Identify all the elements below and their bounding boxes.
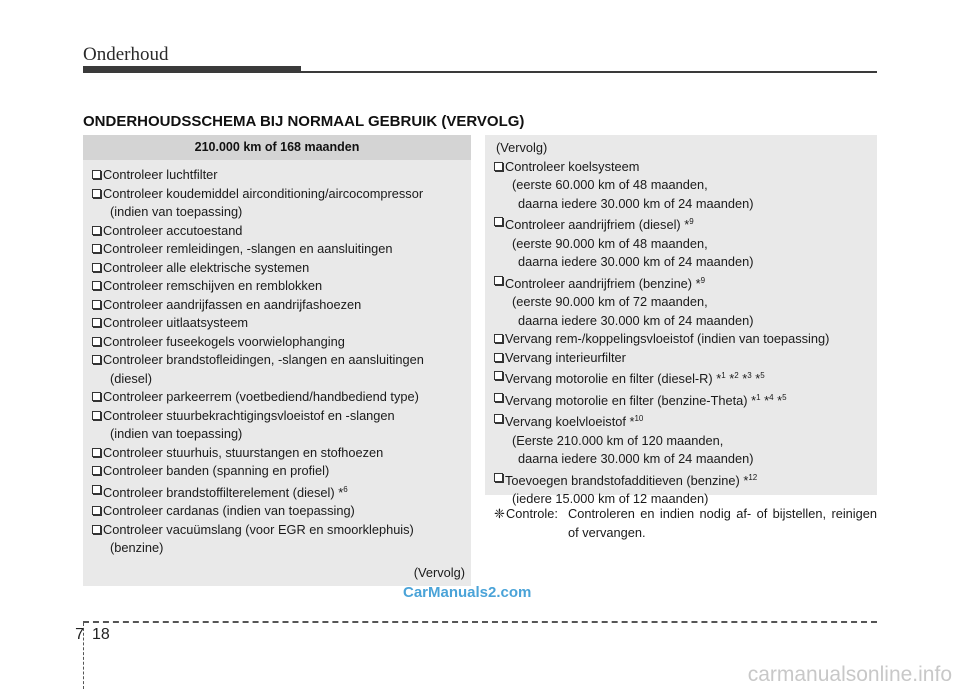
checkbox-icon <box>92 281 101 290</box>
list-item-continuation: (iedere 15.000 km of 12 maanden) <box>512 491 709 506</box>
footnote-ref: 5 <box>782 392 787 402</box>
note-symbol-icon: ❈ <box>494 506 505 521</box>
list-item: Controleer fuseekogels voorwielophanging <box>92 333 463 352</box>
checkbox-icon <box>92 300 101 309</box>
list-item: Controleer remleidingen, -slangen en aansluitingen <box>92 240 463 259</box>
footnote-ref: 2 <box>734 371 739 380</box>
checkbox-icon <box>92 337 101 346</box>
page-number <box>70 626 110 644</box>
checkbox-icon <box>92 448 101 457</box>
footnote-ref: 10 <box>634 414 644 423</box>
footnote-ref: 3 <box>747 371 752 380</box>
list-item: Controleer banden (spanning en profiel) <box>92 462 463 481</box>
list-item-continuation: (diesel) <box>110 370 152 386</box>
checkbox-icon <box>92 411 101 420</box>
checkbox-icon <box>92 244 101 253</box>
checkbox-icon <box>494 162 503 171</box>
checkbox-icon <box>494 334 503 343</box>
header-rule <box>301 71 877 73</box>
list-item: Controleer accutoestand <box>92 222 463 241</box>
list-item: Controleer aandrijfriem (benzine) *$^9$ <box>494 272 869 294</box>
checkbox-icon <box>92 263 101 272</box>
list-item-continuation: (benzine) <box>110 540 164 555</box>
checkbox-icon <box>92 226 101 235</box>
list-item-continuation: (eerste 90.000 km of 48 maanden, <box>512 235 708 251</box>
footnote-ref: 12 <box>748 472 758 482</box>
footnote-ref: 6 <box>343 484 348 494</box>
list-item-continuation: daarna iedere 30.000 km of 24 maanden) <box>518 195 754 211</box>
footnote-ref: 9 <box>700 275 706 285</box>
checklist-left <box>83 160 471 558</box>
header-bar <box>83 66 301 73</box>
footnote-ref: 1 <box>756 392 761 402</box>
list-item: Controleer brandstoffilterelement (diesel) *$^6$ <box>92 481 463 503</box>
list-item: Controleer parkeerrem (voetbediend/handbediend type) <box>92 388 463 407</box>
footnote-ref: 4 <box>769 392 774 402</box>
note-text: Controleren en indien nodig af- of bijstellen, reinigen of vervangen. <box>568 506 877 540</box>
checkbox-icon <box>494 276 503 285</box>
checkbox-icon <box>494 371 503 380</box>
footnote-ref: 1 <box>721 371 726 380</box>
checkbox-icon <box>494 473 503 482</box>
list-item: Vervang koelvloeistof *$^{10}$ <box>494 410 869 432</box>
checkbox-icon <box>92 355 101 364</box>
checkbox-icon <box>494 393 503 402</box>
list-item: Vervang interieurfilter <box>494 349 869 368</box>
list-item-continuation: (eerste 90.000 km of 72 maanden, <box>512 294 708 309</box>
list-item: Controleer stuurbekrachtigingsvloeistof en -slangen <box>92 407 463 426</box>
list-item: Controleer luchtfilter <box>92 166 463 185</box>
list-item-continuation: (indien van toepassing) <box>110 426 243 441</box>
list-item: Vervang motorolie en filter (diesel-R) *$^1$ *$^2$ *$^3$ *$^5$ <box>494 367 869 389</box>
list-item: Controleer cardanas (indien van toepassing) <box>92 502 463 521</box>
interval-heading: 210.000 km of 168 maanden <box>83 135 471 160</box>
checkbox-icon <box>92 506 101 515</box>
footnote-ref: 9 <box>689 217 694 226</box>
section-title: ONDERHOUDSSCHEMA BIJ NORMAAL GEBRUIK (VERVOLG) <box>83 113 525 130</box>
continued-label: (Vervolg) <box>496 140 548 155</box>
checkbox-icon <box>92 485 101 494</box>
list-item: Controleer aandrijfriem (diesel) *$^9$ <box>494 213 869 235</box>
list-item-continuation: daarna iedere 30.000 km of 24 maanden) <box>518 451 754 466</box>
continued-label: (Vervolg) <box>413 565 465 580</box>
list-item-continuation: daarna iedere 30.000 km of 24 maanden) <box>518 312 754 328</box>
list-item-continuation: (eerste 60.000 km of 48 maanden, <box>512 177 708 192</box>
schedule-panel-right <box>485 135 877 506</box>
checkbox-icon <box>92 525 101 534</box>
list-item: Vervang rem-/koppelingsvloeistof (indien van toepassing) <box>494 330 869 349</box>
checkbox-icon <box>92 392 101 401</box>
chapter-number: 7 <box>75 626 84 643</box>
checkbox-icon <box>494 414 503 423</box>
checklist-right <box>485 135 877 509</box>
footnote-ref: 5 <box>760 371 765 380</box>
checkbox-icon <box>92 170 101 179</box>
checkbox-icon <box>92 189 101 198</box>
list-item: Controleer aandrijfassen en aandrijfashoezen <box>92 296 463 315</box>
watermark-link[interactable]: CarManuals2.com <box>403 584 532 601</box>
list-item: Controleer stuurhuis, stuurstangen en stofhoezen <box>92 444 463 463</box>
list-item-continuation: (Eerste 210.000 km of 120 maanden, <box>512 432 724 448</box>
list-item: Controleer uitlaatsysteem <box>92 314 463 333</box>
list-item: Controleer koudemiddel airconditioning/aircocompressor <box>92 185 463 204</box>
checkbox-icon <box>494 353 503 362</box>
list-item: Controleer alle elektrische systemen <box>92 259 463 278</box>
schedule-panel-left <box>83 135 471 586</box>
note-key: Controle: <box>506 506 558 521</box>
list-item: Toevoegen brandstofadditieven (benzine) *$^{12}$ <box>494 469 869 491</box>
list-item: Controleer vacuümslang (voor EGR en smoorklephuis) <box>92 521 463 540</box>
list-item: Controleer brandstofleidingen, -slangen en aansluitingen <box>92 351 463 370</box>
checkbox-icon <box>494 217 503 226</box>
brand-watermark: carmanualsonline.info <box>747 663 952 686</box>
checkbox-icon <box>92 318 101 327</box>
page-index: 18 <box>92 626 110 643</box>
control-note <box>494 505 877 542</box>
page-header-title: Onderhoud <box>83 44 169 65</box>
list-item: Controleer koelsysteem <box>494 158 869 177</box>
checkbox-icon <box>92 466 101 475</box>
list-item: Vervang motorolie en filter (benzine-Theta) *$^1$ *$^4$ *$^5$ <box>494 389 869 411</box>
footer-dashed-rule <box>83 621 877 623</box>
list-item-continuation: (indien van toepassing) <box>110 204 243 219</box>
list-item: Controleer remschijven en remblokken <box>92 277 463 296</box>
list-item-continuation: daarna iedere 30.000 km of 24 maanden) <box>518 254 754 269</box>
